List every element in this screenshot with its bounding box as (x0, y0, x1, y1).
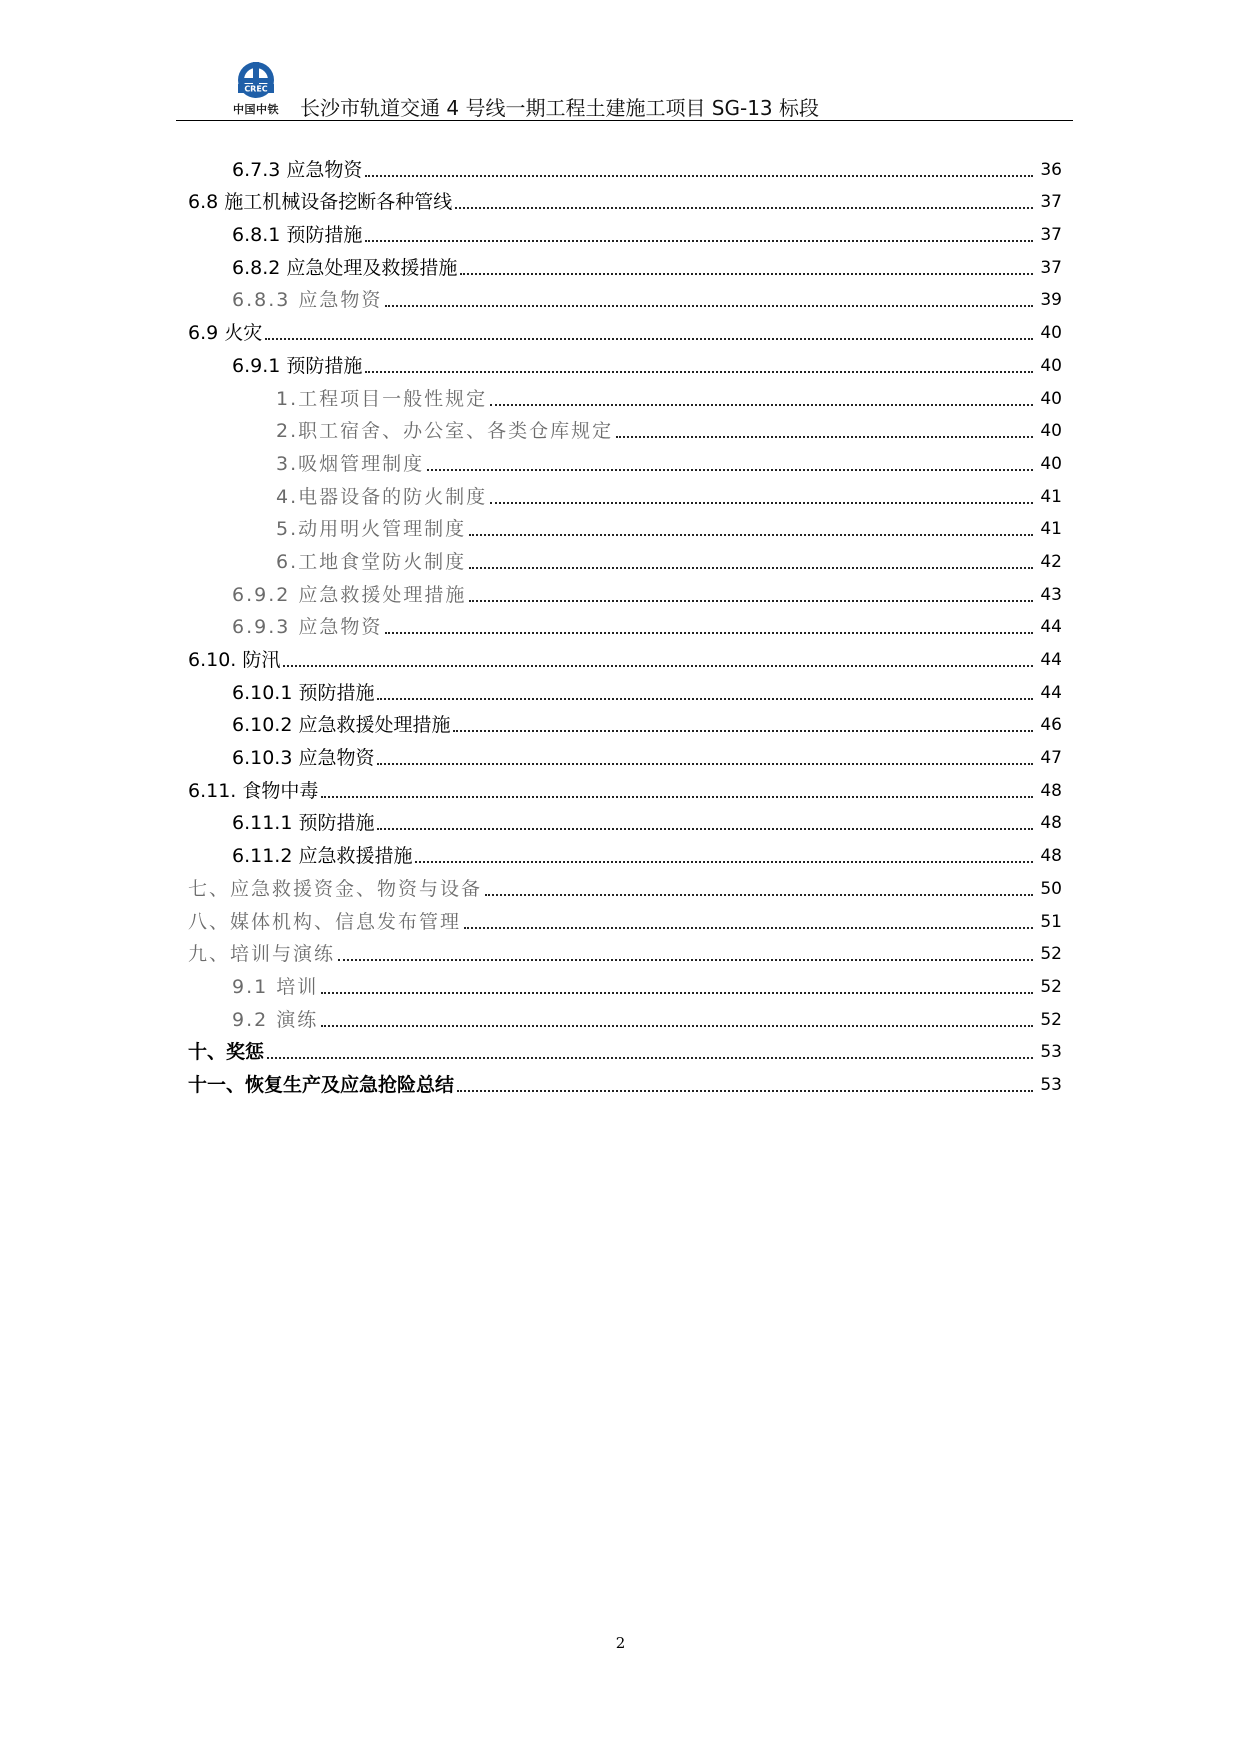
toc-entry[interactable] (188, 414, 1062, 447)
toc-dot-leader (469, 534, 1033, 536)
toc-entry-label: 6.7.3 应急物资 (232, 158, 363, 181)
toc-entry-label: 八、媒体机构、信息发布管理 (188, 910, 462, 933)
toc-dot-leader (283, 665, 1033, 667)
toc-entry[interactable] (188, 577, 1062, 610)
toc-dot-leader (377, 698, 1033, 700)
toc-entry-page: 41 (1040, 486, 1062, 507)
toc-entry-page: 53 (1040, 1074, 1062, 1095)
toc-entry-page: 47 (1040, 748, 1062, 769)
toc-entry-page: 37 (1040, 225, 1062, 246)
toc-entry[interactable] (188, 250, 1062, 283)
toc-dot-leader (267, 1057, 1033, 1059)
toc-entry[interactable] (188, 315, 1062, 348)
toc-entry-page: 40 (1040, 355, 1062, 376)
toc-entry-label: 6.8 施工机械设备挖断各种管线 (188, 191, 453, 214)
toc-entry-label: 七、应急救援资金、物资与设备 (188, 877, 483, 900)
toc-entry-page: 37 (1040, 257, 1062, 278)
toc-entry[interactable] (188, 871, 1062, 904)
toc-entry-page: 44 (1040, 617, 1062, 638)
toc-entry[interactable] (188, 904, 1062, 937)
toc-dot-leader (321, 992, 1033, 994)
toc-entry[interactable] (188, 512, 1062, 545)
toc-entry-label: 十一、恢复生产及应急抢险总结 (188, 1073, 455, 1096)
toc-entry-page: 46 (1040, 715, 1062, 736)
toc-dot-leader (365, 371, 1033, 373)
toc-dot-leader (490, 502, 1033, 504)
toc-entry-label: 6.11.1 预防措施 (232, 812, 375, 835)
toc-entry-page: 37 (1040, 192, 1062, 213)
toc-entry-label: 九、培训与演练 (188, 943, 336, 966)
toc-entry-label: 6.11. 食物中毒 (188, 779, 319, 802)
toc-entry-label: 5.动用明火管理制度 (276, 518, 467, 541)
toc-entry-page: 52 (1040, 944, 1062, 965)
toc-dot-leader (464, 927, 1033, 929)
toc-entry-label: 6.10.1 预防措施 (232, 681, 375, 704)
toc-entry-label: 4.电器设备的防火制度 (276, 485, 488, 508)
toc-dot-leader (469, 567, 1033, 569)
toc-dot-leader (455, 207, 1033, 209)
toc-entry-label: 6.8.2 应急处理及救援措施 (232, 256, 458, 279)
toc-dot-leader (616, 436, 1033, 438)
toc-dot-leader (485, 894, 1033, 896)
toc-entry-page: 52 (1040, 1009, 1062, 1030)
toc-dot-leader (365, 240, 1033, 242)
toc-entry[interactable] (188, 446, 1062, 479)
toc-entry-page: 40 (1040, 453, 1062, 474)
toc-dot-leader (457, 1090, 1033, 1092)
toc-entry-label: 6.11.2 应急救援措施 (232, 845, 413, 868)
toc-entry-label: 6.9 火灾 (188, 322, 263, 345)
toc-entry[interactable] (188, 642, 1062, 675)
toc-entry[interactable] (188, 740, 1062, 773)
toc-entry[interactable] (188, 381, 1062, 414)
toc-dot-leader (469, 600, 1033, 602)
toc-entry-label: 6.10.3 应急物资 (232, 747, 375, 770)
toc-entry-page: 36 (1040, 159, 1062, 180)
toc-entry[interactable] (188, 1002, 1062, 1035)
page-header (176, 58, 1073, 121)
toc-dot-leader (321, 1025, 1033, 1027)
toc-entry-label: 1.工程项目一般性规定 (276, 387, 488, 410)
toc-entry[interactable] (188, 348, 1062, 381)
toc-entry[interactable] (188, 806, 1062, 839)
toc-entry-page: 39 (1040, 290, 1062, 311)
toc-dot-leader (265, 338, 1033, 340)
toc-entry[interactable] (188, 708, 1062, 741)
toc-entry-label: 6.9.1 预防措施 (232, 354, 363, 377)
toc-entry-label: 3.吸烟管理制度 (276, 452, 425, 475)
toc-dot-leader (377, 828, 1033, 830)
toc-entry-label: 6.8.3 应急物资 (232, 289, 383, 312)
toc-dot-leader (321, 796, 1033, 798)
toc-dot-leader (415, 861, 1033, 863)
document-title: 长沙市轨道交通 4 号线一期工程土建施工项目 SG-13 标段 (300, 96, 820, 120)
toc-entry-page: 40 (1040, 421, 1062, 442)
toc-entry[interactable] (188, 185, 1062, 218)
toc-dot-leader (385, 305, 1033, 307)
toc-entry-page: 40 (1040, 388, 1062, 409)
toc-entry[interactable] (188, 969, 1062, 1002)
toc-entry[interactable] (188, 610, 1062, 643)
toc-dot-leader (365, 175, 1033, 177)
toc-entry-page: 53 (1040, 1042, 1062, 1063)
toc-entry[interactable] (188, 479, 1062, 512)
toc-dot-leader (427, 469, 1033, 471)
crec-logo-letters: CREC (244, 84, 268, 94)
toc-entry[interactable] (188, 544, 1062, 577)
toc-entry-label: 9.2 演练 (232, 1008, 319, 1031)
toc-entry[interactable] (188, 1067, 1062, 1100)
toc-entry-label: 6.8.1 预防措施 (232, 224, 363, 247)
toc-entry-page: 44 (1040, 682, 1062, 703)
toc-dot-leader (338, 959, 1033, 961)
crec-logo-mark-icon (226, 60, 286, 104)
toc-entry-label: 6.10. 防汛 (188, 649, 281, 671)
toc-entry-label: 6.10.2 应急救援处理措施 (232, 714, 451, 737)
toc-dot-leader (460, 273, 1033, 275)
toc-entry[interactable] (188, 937, 1062, 970)
toc-entry-page: 42 (1040, 551, 1062, 572)
toc-entry-page: 43 (1040, 584, 1062, 605)
toc-entry[interactable] (188, 283, 1062, 316)
toc-entry-page: 48 (1040, 846, 1062, 867)
toc-entry-page: 44 (1040, 650, 1062, 670)
toc-entry[interactable] (188, 152, 1062, 185)
toc-dot-leader (385, 632, 1033, 634)
toc-entry-label: 2.职工宿舍、办公室、各类仓库规定 (276, 420, 614, 443)
toc-dot-leader (377, 763, 1033, 765)
toc-entry-label: 6.9.2 应急救援处理措施 (232, 583, 467, 606)
toc-entry-page: 40 (1040, 323, 1062, 344)
page-number: 2 (615, 1634, 626, 1652)
toc-entry-label: 6.工地食堂防火制度 (276, 550, 467, 573)
table-of-contents (188, 152, 1062, 1100)
toc-entry[interactable] (188, 675, 1062, 708)
toc-entry-page: 50 (1040, 878, 1062, 899)
toc-entry[interactable] (188, 838, 1062, 871)
toc-entry-page: 51 (1040, 911, 1062, 932)
toc-entry[interactable] (188, 773, 1062, 806)
toc-entry-label: 6.9.3 应急物资 (232, 616, 383, 639)
toc-entry-label: 十、奖惩 (188, 1041, 265, 1064)
toc-entry[interactable] (188, 217, 1062, 250)
toc-entry-page: 48 (1040, 780, 1062, 801)
toc-entry-page: 41 (1040, 519, 1062, 540)
toc-entry[interactable] (188, 1035, 1062, 1068)
toc-entry-page: 48 (1040, 813, 1062, 834)
toc-dot-leader (490, 404, 1033, 406)
toc-dot-leader (453, 730, 1033, 732)
logo-caption: 中国中铁 (233, 103, 279, 116)
toc-entry-page: 52 (1040, 976, 1062, 997)
toc-entry-label: 9.1 培训 (232, 975, 319, 998)
